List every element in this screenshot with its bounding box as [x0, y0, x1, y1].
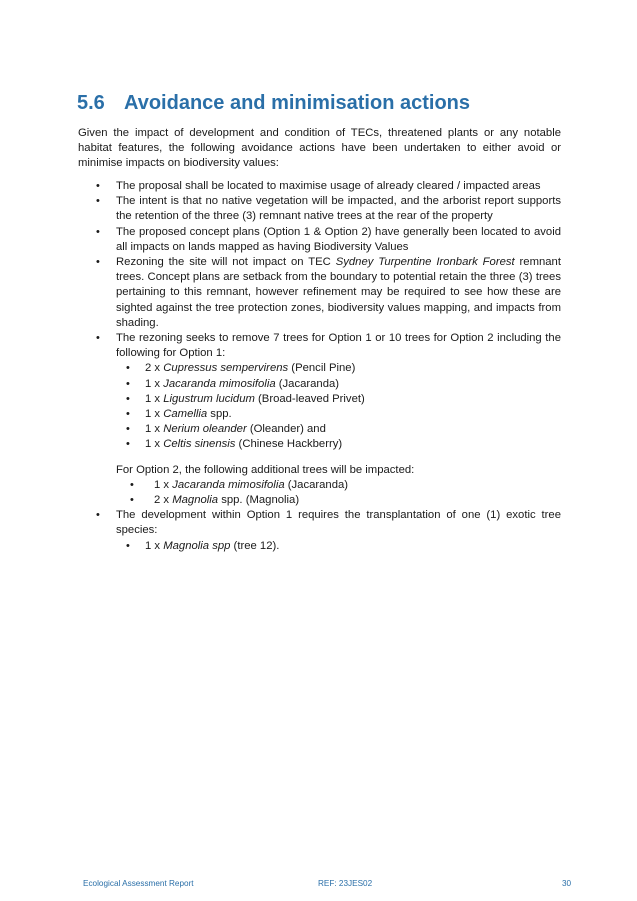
bullet-item: • The intent is that no native vegetation will be impacted, and the arborist report supports the retention of the three (3) remnant native trees at the rear of the property — [78, 194, 561, 224]
avoidance-actions-list — [78, 179, 561, 554]
bullet-item — [78, 255, 561, 331]
common-name: spp. — [207, 408, 232, 421]
tree-qty: 1 x — [145, 377, 164, 390]
bullet-item — [78, 508, 561, 554]
bullet-text: Rezoning the site will not impact on TEC — [116, 256, 336, 269]
bullet-item — [78, 331, 561, 508]
transplant-tree-list — [116, 539, 561, 554]
tree-item — [116, 361, 561, 376]
tree-item — [116, 407, 561, 422]
common-name: spp. (Magnolia) — [218, 494, 300, 507]
section-heading — [77, 90, 470, 116]
species-name: Camellia — [163, 408, 208, 421]
species-name: Cupressus sempervirens — [163, 362, 289, 375]
tree-item — [116, 478, 561, 493]
tree-item — [116, 422, 561, 437]
common-name: (Oleander) and — [246, 423, 326, 436]
bullet-text: The rezoning seeks to remove 7 trees for Option 1 or 10 trees for Option 2 including the following for Option 1: — [116, 332, 561, 360]
section-number: 5.6 — [77, 92, 105, 114]
bullet-text: The development within Option 1 requires the transplantation of one (1) exotic tree species: — [116, 509, 561, 537]
bullet-item: • The proposed concept plans (Option 1 & Option 2) have generally been located to avoid all impacts on lands mapped as having Biodiversity Values — [78, 225, 561, 255]
page-footer — [0, 878, 637, 890]
footer-report-title: Ecological Assessment Report — [83, 879, 194, 888]
species-name: Jacaranda mimosifolia — [172, 478, 285, 491]
tree-qty: 1 x — [145, 408, 164, 421]
common-name: (Chinese Hackberry) — [235, 438, 343, 451]
tree-qty: 1 x — [145, 423, 164, 436]
common-name: (Broad-leaved Privet) — [254, 392, 365, 405]
option1-tree-list — [116, 361, 561, 452]
intro-paragraph: Given the impact of development and condition of TECs, threatened plants or any notable habitat features, the following avoidance actions have been undertaken to either avoid or minimise impacts on biodiversity values: — [78, 127, 561, 170]
tree-item — [116, 392, 561, 407]
tree-item — [116, 377, 561, 392]
species-name: Nerium oleander — [163, 423, 247, 436]
species-name: Jacaranda mimosifolia — [163, 377, 276, 390]
tree-item — [116, 493, 561, 508]
tree-qty: 1 x — [154, 478, 173, 491]
tree-item — [116, 437, 561, 452]
section-title: Avoidance and minimisation actions — [124, 92, 470, 114]
tree-qty: 2 x — [145, 362, 164, 375]
tree-qty: 1 x — [145, 539, 164, 552]
tree-qty: 1 x — [145, 438, 164, 451]
tec-name: Sydney Turpentine Ironbark Forest — [335, 256, 515, 269]
tree-qty: 1 x — [145, 392, 164, 405]
common-name: (Jacaranda) — [275, 377, 340, 390]
bullet-item: • The proposal shall be located to maximise usage of already cleared / impacted areas — [78, 179, 561, 194]
common-name: (tree 12). — [230, 539, 280, 552]
option2-intro: For Option 2, the following additional trees will be impacted: — [116, 463, 415, 476]
common-name: (Pencil Pine) — [288, 362, 356, 375]
species-name: Magnolia spp — [163, 539, 231, 552]
option2-tree-list — [116, 478, 561, 508]
species-name: Celtis sinensis — [163, 438, 236, 451]
common-name: (Jacaranda) — [284, 478, 349, 491]
species-name: Ligustrum lucidum — [163, 392, 255, 405]
tree-qty: 2 x — [154, 494, 173, 507]
species-name: Magnolia — [172, 494, 219, 507]
tree-item — [116, 539, 561, 554]
page-number: 30 — [562, 879, 572, 888]
footer-reference: REF: 23JES02 — [318, 879, 373, 888]
bullet-text: remnant trees. Concept plans are setback from the boundary to potential retain the three (3) trees pertaining to this remnant, however refinement may be required to see how these are sighted against the tree protection zones, biodiversity values mapping, and impacts from shading. — [116, 256, 561, 329]
